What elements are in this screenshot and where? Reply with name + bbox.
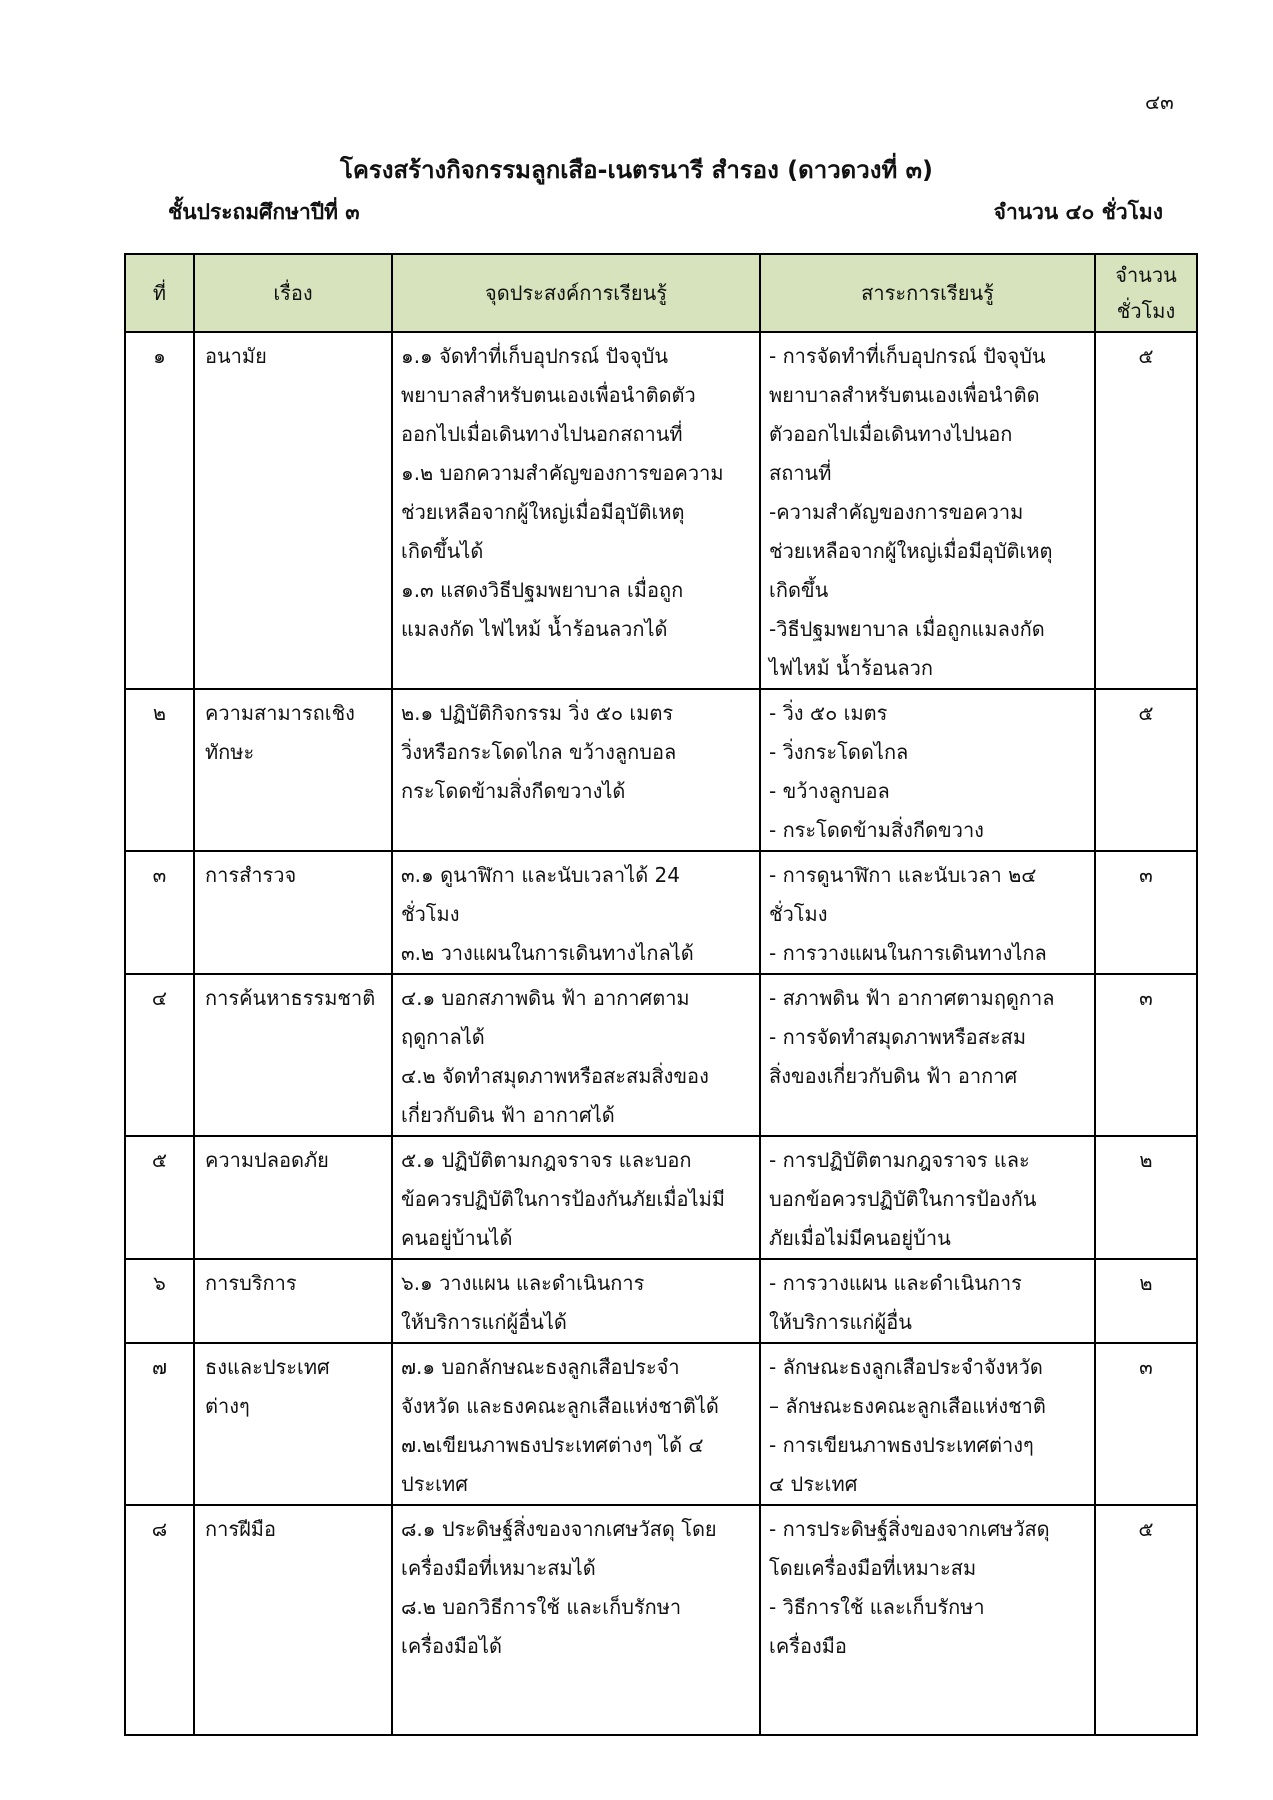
objectives-cell-line: พยาบาลสำหรับตนเองเพื่อนำติดตัว [401,383,696,407]
objectives-cell-line: วิ่งหรือกระโดดไกล ขว้างลูกบอล [401,740,677,764]
objectives-cell [392,1343,760,1505]
content-cell-line: บอกข้อควรปฏิบัติในการป้องกัน [769,1187,1037,1211]
objectives-cell [392,332,760,689]
topic-cell-line: ความปลอดภัย [205,1148,329,1172]
header-hours [1095,254,1197,332]
activity-structure-table [124,253,1198,1736]
objectives-cell [392,1505,760,1735]
content-cell-line: ชั่วโมง [769,902,828,926]
objectives-cell-line: ออกไปเมื่อเดินทางไปนอกสถานที่ [401,422,683,446]
content-cell-line: - การจัดทำสมุดภาพหรือสะสม [769,1025,1027,1049]
hours-cell: ๕ [1095,689,1197,851]
objectives-cell [392,689,760,851]
content-cell-line: เครื่องมือ [769,1634,847,1658]
content-cell-line: - วิ่ง ๕๐ เมตร [769,701,888,725]
topic-cell-line: การสำรวจ [205,863,297,887]
content-cell-line: สถานที่ [769,461,832,485]
hours-cell: ๓ [1095,1343,1197,1505]
content-cell-line: - ขว้างลูกบอล [769,779,890,803]
row-number: ๖ [125,1259,194,1343]
topic-cell-line: ธงและประเทศ [205,1355,330,1379]
content-cell-line: ภัยเมื่อไม่มีคนอยู่บ้าน [769,1226,951,1250]
content-cell [760,1343,1095,1505]
objectives-cell-line: ชั่วโมง [401,902,460,926]
row-number: ๒ [125,689,194,851]
objectives-cell-line: ข้อควรปฏิบัติในการป้องกันภัยเมื่อไม่มี [401,1187,725,1211]
hours-cell: ๒ [1095,1259,1197,1343]
objectives-cell-line: กระโดดข้ามสิ่งกีดขวางได้ [401,779,626,803]
objectives-cell [392,1259,760,1343]
table-row [125,332,1197,689]
content-cell [760,1505,1095,1735]
objectives-cell-line: จังหวัด และธงคณะลูกเสือแห่งชาติได้ [401,1394,719,1418]
content-cell-line: ให้บริการแก่ผู้อื่น [769,1310,912,1334]
topic-cell-line: การค้นหาธรรมชาติ [205,986,376,1010]
table-row [125,851,1197,974]
table-row [125,1136,1197,1259]
objectives-cell-line: ๑.๒ บอกความสำคัญของการขอความ [401,461,724,485]
content-cell-line: - ลักษณะธงลูกเสือประจำจังหวัด [769,1355,1043,1379]
row-number: ๗ [125,1343,194,1505]
objectives-cell-line: ให้บริการแก่ผู้อื่นได้ [401,1310,567,1334]
topic-cell [194,1343,392,1505]
content-cell-line: ช่วยเหลือจากผู้ใหญ่เมื่อมีอุบัติเหตุ [769,539,1053,563]
content-cell [760,851,1095,974]
content-cell-line: ไฟไหม้ น้ำร้อนลวก [769,656,933,680]
objectives-cell-line: เครื่องมือได้ [401,1634,502,1658]
table-row [125,689,1197,851]
content-cell-line: ๔ ประเทศ [769,1472,858,1496]
table-row [125,1259,1197,1343]
objectives-cell-line: ฤดูกาลได้ [401,1025,485,1049]
topic-cell-line: การฝีมือ [205,1517,276,1541]
row-number: ๓ [125,851,194,974]
row-number: ๔ [125,974,194,1136]
content-cell-line: - วิธีการใช้ และเก็บรักษา [769,1595,985,1619]
total-hours-label: จำนวน ๔๐ ชั่วโมง [993,200,1163,224]
content-cell-line: พยาบาลสำหรับตนเองเพื่อนำติด [769,383,1040,407]
table-row [125,974,1197,1136]
row-number: ๑ [125,332,194,689]
page-number: ๔๓ [1145,90,1174,114]
topic-cell [194,332,392,689]
content-cell [760,689,1095,851]
row-number: ๘ [125,1505,194,1735]
header-topic: เรื่อง [194,254,392,332]
table-row [125,1505,1197,1735]
header-content: สาระการเรียนรู้ [760,254,1095,332]
objectives-cell [392,1136,760,1259]
content-cell-line: - การเขียนภาพธงประเทศต่างๆ [769,1433,1034,1457]
topic-cell-line: ทักษะ [205,740,255,764]
header-no: ที่ [125,254,194,332]
topic-cell [194,689,392,851]
objectives-cell-line: ๘.๑ ประดิษฐ์สิ่งของจากเศษวัสดุ โดย [401,1517,717,1541]
objectives-cell-line: คนอยู่บ้านได้ [401,1226,513,1250]
row-number: ๕ [125,1136,194,1259]
content-cell-line: - การวางแผน และดำเนินการ [769,1271,1022,1295]
content-cell-line: - วิ่งกระโดดไกล [769,740,909,764]
objectives-cell-line: ๓.๒ วางแผนในการเดินทางไกลได้ [401,941,694,965]
topic-cell-line: ความสามารถเชิง [205,701,355,725]
topic-cell-line: ต่างๆ [205,1394,250,1418]
content-cell-line: -วิธีปฐมพยาบาล เมื่อถูกแมลงกัด [769,617,1045,641]
objectives-cell-line: ๒.๑ ปฏิบัติกิจกรรม วิ่ง ๕๐ เมตร [401,701,674,725]
objectives-cell [392,974,760,1136]
objectives-cell-line: ๗.๒เขียนภาพธงประเทศต่างๆ ได้ ๔ [401,1433,704,1457]
hours-cell: ๓ [1095,974,1197,1136]
objectives-cell-line: เกิดขึ้นได้ [401,539,484,563]
topic-cell-line: การบริการ [205,1271,297,1295]
content-cell-line: - การประดิษฐ์สิ่งของจากเศษวัสดุ [769,1517,1050,1541]
grade-level-label: ชั้นประถมศึกษาปีที่ ๓ [168,200,360,224]
topic-cell [194,974,392,1136]
objectives-cell-line: ๔.๑ บอกสภาพดิน ฟ้า อากาศตาม [401,986,690,1010]
hours-cell: ๕ [1095,1505,1197,1735]
header-objectives: จุดประสงค์การเรียนรู้ [392,254,760,332]
objectives-cell-line: แมลงกัด ไฟไหม้ น้ำร้อนลวกได้ [401,617,668,641]
hours-cell: ๓ [1095,851,1197,974]
objectives-cell-line: ๕.๑ ปฏิบัติตามกฎจราจร และบอก [401,1148,692,1172]
topic-cell-line: อนามัย [205,344,267,368]
content-cell-line: -ความสำคัญของการขอความ [769,500,1024,524]
content-cell-line: สิ่งของเกี่ยวกับดิน ฟ้า อากาศ [769,1064,1018,1088]
table-row [125,1343,1197,1505]
objectives-cell-line: ๘.๒ บอกวิธีการใช้ และเก็บรักษา [401,1595,682,1619]
content-cell-line: - การดูนาฬิกา และนับเวลา ๒๔ [769,863,1037,887]
objectives-cell [392,851,760,974]
content-cell-line: เกิดขึ้น [769,578,829,602]
objectives-cell-line: ๓.๑ ดูนาฬิกา และนับเวลาได้ 24 [401,863,681,887]
objectives-cell-line: ๑.๓ แสดงวิธีปฐมพยาบาล เมื่อถูก [401,578,684,602]
content-cell-line: - การวางแผนในการเดินทางไกล [769,941,1047,965]
content-cell [760,974,1095,1136]
content-cell-line: - การปฏิบัติตามกฎจราจร และ [769,1148,1030,1172]
document-title: โครงสร้างกิจกรรมลูกเสือ-เนตรนารี สำรอง (ดาวดวงที่ ๓) [339,156,934,184]
content-cell-line: ตัวออกไปเมื่อเดินทางไปนอก [769,422,1013,446]
content-cell-line: – ลักษณะธงคณะลูกเสือแห่งชาติ [769,1394,1046,1418]
objectives-cell-line: ๔.๒ จัดทำสมุดภาพหรือสะสมสิ่งของ [401,1064,709,1088]
objectives-cell-line: ๗.๑ บอกลักษณะธงลูกเสือประจำ [401,1355,680,1379]
objectives-cell-line: ประเทศ [401,1472,468,1496]
objectives-cell-line: ช่วยเหลือจากผู้ใหญ่เมื่อมีอุบัติเหตุ [401,500,685,524]
topic-cell [194,1136,392,1259]
topic-cell [194,1505,392,1735]
content-cell [760,332,1095,689]
header-hours-line2: ชั่วโมง [1116,299,1176,323]
content-cell-line: โดยเครื่องมือที่เหมาะสม [769,1556,977,1580]
objectives-cell-line: ๑.๑ จัดทำที่เก็บอุปกรณ์ ปัจจุบัน [401,344,669,368]
topic-cell [194,1259,392,1343]
objectives-cell-line: ๖.๑ วางแผน และดำเนินการ [401,1271,645,1295]
content-cell-line: - สภาพดิน ฟ้า อากาศตามฤดูกาล [769,986,1055,1010]
content-cell-line: - การจัดทำที่เก็บอุปกรณ์ ปัจจุบัน [769,344,1046,368]
content-cell-line: - กระโดดข้ามสิ่งกีดขวาง [769,818,984,842]
objectives-cell-line: เครื่องมือที่เหมาะสมได้ [401,1556,596,1580]
objectives-cell-line: เกี่ยวกับดิน ฟ้า อากาศได้ [401,1103,615,1127]
content-cell [760,1136,1095,1259]
hours-cell: ๕ [1095,332,1197,689]
header-hours-line1: จำนวน [1115,263,1177,287]
hours-cell: ๒ [1095,1136,1197,1259]
table-header-row [125,254,1197,332]
topic-cell [194,851,392,974]
content-cell [760,1259,1095,1343]
